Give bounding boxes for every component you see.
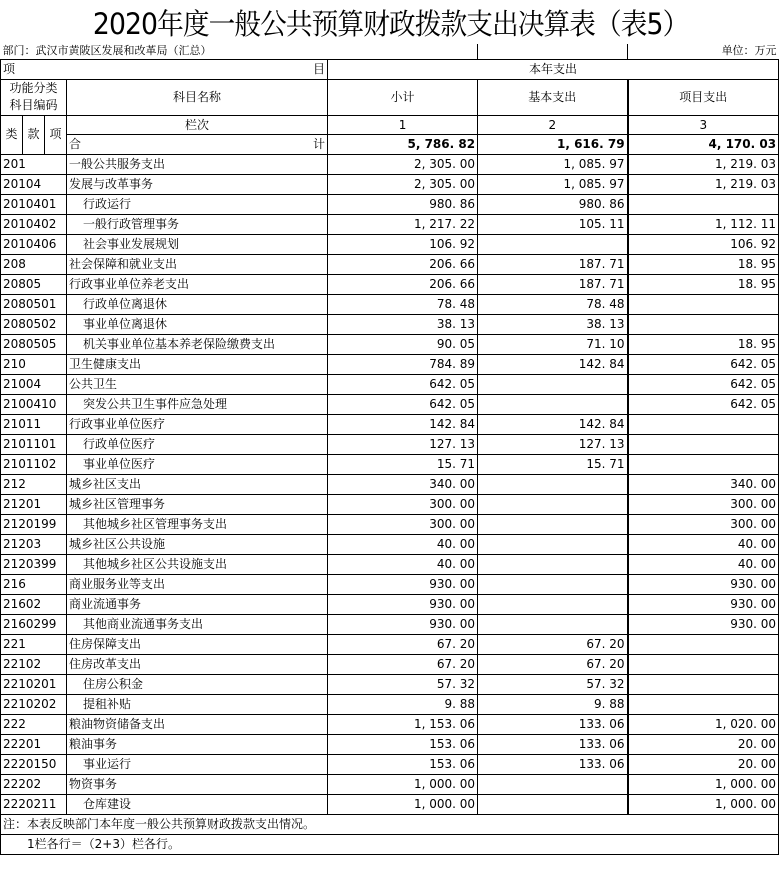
row-basic: 67. 20 — [478, 654, 628, 674]
row-subtotal: 127. 13 — [328, 434, 478, 454]
row-basic — [478, 234, 628, 254]
row-code: 221 — [1, 634, 67, 654]
row-subject-name: 事业单位医疗 — [67, 454, 328, 474]
row-project — [628, 674, 779, 694]
row-code: 2160299 — [1, 614, 67, 634]
row-subject-name: 事业运行 — [67, 754, 328, 774]
row-code: 2010406 — [1, 234, 67, 254]
row-basic — [478, 494, 628, 514]
row-basic — [478, 614, 628, 634]
row-basic — [478, 594, 628, 614]
row-code: 21004 — [1, 374, 67, 394]
row-code: 2101102 — [1, 454, 67, 474]
table-row — [1, 674, 779, 694]
row-basic — [478, 394, 628, 414]
row-code: 2080502 — [1, 314, 67, 334]
row-basic — [478, 514, 628, 534]
row-subject-name: 突发公共卫生事件应急处理 — [67, 394, 328, 414]
row-subtotal: 38. 13 — [328, 314, 478, 334]
row-subject-name: 商业流通事务 — [67, 594, 328, 614]
row-subject-name: 城乡社区管理事务 — [67, 494, 328, 514]
note-text-2: 1栏各行＝（2+3）栏各行。 — [1, 834, 779, 854]
row-code: 2220211 — [1, 794, 67, 814]
row-basic — [478, 794, 628, 814]
row-subtotal: 78. 48 — [328, 294, 478, 314]
col-project-total: 4, 170. 03 — [708, 136, 777, 151]
func-code-line1: 功能分类 — [9, 80, 58, 95]
row-subtotal: 300. 00 — [328, 494, 478, 514]
row-subject-name: 仓库建设 — [67, 794, 328, 814]
col-project — [628, 115, 779, 154]
row-subtotal: 67. 20 — [328, 654, 478, 674]
row-subject-name: 商业服务业等支出 — [67, 574, 328, 594]
row-subtotal: 300. 00 — [328, 514, 478, 534]
column-no-label: 栏次 — [67, 116, 327, 135]
row-subtotal: 1, 000. 00 — [328, 774, 478, 794]
row-basic: 187. 71 — [478, 254, 628, 274]
total-he: 合 — [69, 136, 82, 151]
row-subject-name: 城乡社区支出 — [67, 474, 328, 494]
row-subject-name: 卫生健康支出 — [67, 354, 328, 374]
row-basic: 133. 06 — [478, 714, 628, 734]
row-project: 340. 00 — [628, 474, 779, 494]
table-row — [1, 154, 779, 174]
row-subtotal: 930. 00 — [328, 594, 478, 614]
row-basic: 15. 71 — [478, 454, 628, 474]
row-basic: 1, 085. 97 — [478, 174, 628, 194]
row-code: 2210201 — [1, 674, 67, 694]
row-code: 2100410 — [1, 394, 67, 414]
unit-label: 单位：万元 — [628, 44, 779, 59]
header-project: 项目支出 — [628, 79, 779, 115]
row-subtotal: 206. 66 — [328, 254, 478, 274]
row-project — [628, 414, 779, 434]
row-basic — [478, 534, 628, 554]
header-xiang: 项 — [3, 61, 16, 76]
row-subtotal: 9. 88 — [328, 694, 478, 714]
table-row — [1, 494, 779, 514]
row-subtotal: 106. 92 — [328, 234, 478, 254]
table-row — [1, 274, 779, 294]
row-subject-name: 粮油物资储备支出 — [67, 714, 328, 734]
expenditure-table — [0, 44, 779, 855]
row-basic: 142. 84 — [478, 414, 628, 434]
row-project — [628, 634, 779, 654]
row-subject-name: 其他城乡社区公共设施支出 — [67, 554, 328, 574]
row-code: 21602 — [1, 594, 67, 614]
row-subject-name: 行政事业单位医疗 — [67, 414, 328, 434]
row-project: 1, 219. 03 — [628, 154, 779, 174]
row-code: 2010402 — [1, 214, 67, 234]
header-basic: 基本支出 — [478, 79, 628, 115]
row-project: 1, 219. 03 — [628, 174, 779, 194]
row-basic — [478, 374, 628, 394]
table-row — [1, 474, 779, 494]
row-project — [628, 694, 779, 714]
total-ji: 计 — [312, 136, 325, 151]
row-subtotal: 1, 000. 00 — [328, 794, 478, 814]
row-basic: 105. 11 — [478, 214, 628, 234]
table-row — [1, 634, 779, 654]
row-code: 2120399 — [1, 554, 67, 574]
total-label — [67, 135, 327, 154]
header-xiang2: 项 — [45, 115, 67, 154]
row-subtotal: 2, 305. 00 — [328, 174, 478, 194]
table-row — [1, 374, 779, 394]
row-subtotal: 153. 06 — [328, 734, 478, 754]
row-subtotal: 40. 00 — [328, 554, 478, 574]
row-code: 222 — [1, 714, 67, 734]
row-code: 2210202 — [1, 694, 67, 714]
row-subtotal: 40. 00 — [328, 534, 478, 554]
table-row — [1, 294, 779, 314]
table-row — [1, 174, 779, 194]
table-row — [1, 574, 779, 594]
row-subject-name: 社会事业发展规划 — [67, 234, 328, 254]
row-subject-name: 住房改革支出 — [67, 654, 328, 674]
row-project: 930. 00 — [628, 594, 779, 614]
table-row — [1, 194, 779, 214]
row-subject-name: 发展与改革事务 — [67, 174, 328, 194]
header-lei: 类 — [1, 115, 23, 154]
row-subject-name: 行政运行 — [67, 194, 328, 214]
row-subject-name: 一般公共服务支出 — [67, 154, 328, 174]
row-subject-name: 社会保障和就业支出 — [67, 254, 328, 274]
row-project: 930. 00 — [628, 574, 779, 594]
row-project: 1, 020. 00 — [628, 714, 779, 734]
row-subject-name: 一般行政管理事务 — [67, 214, 328, 234]
table-row — [1, 754, 779, 774]
note-row-2 — [1, 834, 779, 854]
row-project: 930. 00 — [628, 614, 779, 634]
row-subtotal: 90. 05 — [328, 334, 478, 354]
header-mu: 目 — [312, 61, 325, 76]
row-subject-name: 事业单位离退休 — [67, 314, 328, 334]
header-current-year: 本年支出 — [328, 59, 779, 79]
department-label: 部门：武汉市黄陂区发展和改革局（汇总） — [1, 44, 478, 59]
row-project: 40. 00 — [628, 534, 779, 554]
row-basic — [478, 474, 628, 494]
col-subtotal — [328, 115, 478, 154]
col-basic — [478, 115, 628, 154]
row-code: 2080505 — [1, 334, 67, 354]
table-row — [1, 314, 779, 334]
row-code: 208 — [1, 254, 67, 274]
table-row — [1, 234, 779, 254]
row-basic: 1, 085. 97 — [478, 154, 628, 174]
row-subtotal: 206. 66 — [328, 274, 478, 294]
row-project — [628, 454, 779, 474]
row-code: 22201 — [1, 734, 67, 754]
header-row-3 — [1, 115, 779, 154]
table-row — [1, 714, 779, 734]
row-subject-name: 公共卫生 — [67, 374, 328, 394]
row-basic: 187. 71 — [478, 274, 628, 294]
table-row — [1, 794, 779, 814]
row-basic: 67. 20 — [478, 634, 628, 654]
table-row — [1, 514, 779, 534]
meta-row — [1, 44, 779, 59]
row-code: 22202 — [1, 774, 67, 794]
row-project — [628, 434, 779, 454]
row-project — [628, 294, 779, 314]
row-basic: 9. 88 — [478, 694, 628, 714]
row-subtotal: 153. 06 — [328, 754, 478, 774]
row-project: 18. 95 — [628, 274, 779, 294]
row-project: 18. 95 — [628, 254, 779, 274]
row-subtotal: 15. 71 — [328, 454, 478, 474]
row-code: 2101101 — [1, 434, 67, 454]
note-row — [1, 814, 779, 834]
row-subtotal: 980. 86 — [328, 194, 478, 214]
row-basic: 127. 13 — [478, 434, 628, 454]
header-column-no — [67, 115, 328, 154]
row-subtotal: 67. 20 — [328, 634, 478, 654]
table-row — [1, 694, 779, 714]
row-basic — [478, 774, 628, 794]
row-subtotal: 1, 217. 22 — [328, 214, 478, 234]
col-basic-number: 2 — [478, 116, 627, 135]
table-row — [1, 454, 779, 474]
row-basic: 38. 13 — [478, 314, 628, 334]
document-title — [0, 4, 781, 44]
row-project: 40. 00 — [628, 554, 779, 574]
row-project — [628, 314, 779, 334]
row-subject-name: 城乡社区公共设施 — [67, 534, 328, 554]
row-code: 212 — [1, 474, 67, 494]
table-row — [1, 774, 779, 794]
row-basic: 142. 84 — [478, 354, 628, 374]
row-code: 210 — [1, 354, 67, 374]
row-subject-name: 物资事务 — [67, 774, 328, 794]
col-basic-total: 1, 616. 79 — [556, 136, 625, 151]
row-basic — [478, 574, 628, 594]
row-basic: 980. 86 — [478, 194, 628, 214]
row-basic: 57. 32 — [478, 674, 628, 694]
row-project — [628, 194, 779, 214]
row-subtotal: 57. 32 — [328, 674, 478, 694]
row-project: 300. 00 — [628, 494, 779, 514]
table-row — [1, 434, 779, 454]
table-row — [1, 334, 779, 354]
table-row — [1, 594, 779, 614]
row-code: 20104 — [1, 174, 67, 194]
row-basic: 133. 06 — [478, 734, 628, 754]
row-subject-name: 提租补贴 — [67, 694, 328, 714]
header-row-2 — [1, 79, 779, 115]
row-project: 300. 00 — [628, 514, 779, 534]
row-basic: 71. 10 — [478, 334, 628, 354]
row-code: 2220150 — [1, 754, 67, 774]
row-project: 18. 95 — [628, 334, 779, 354]
func-code-line2: 科目编码 — [9, 97, 58, 112]
row-code: 2120199 — [1, 514, 67, 534]
row-project: 1, 000. 00 — [628, 774, 779, 794]
row-project: 106. 92 — [628, 234, 779, 254]
header-row-1 — [1, 59, 779, 79]
col-project-number: 3 — [629, 116, 779, 135]
header-subject-name: 科目名称 — [67, 79, 328, 115]
row-subtotal: 142. 84 — [328, 414, 478, 434]
note-text: 注：本表反映部门本年度一般公共预算财政拨款支出情况。 — [1, 814, 779, 834]
row-subject-name: 住房公积金 — [67, 674, 328, 694]
row-subtotal: 642. 05 — [328, 394, 478, 414]
table-row — [1, 254, 779, 274]
table-row — [1, 614, 779, 634]
row-subject-name: 行政单位医疗 — [67, 434, 328, 454]
table-row — [1, 394, 779, 414]
col-subtotal-total: 5, 786. 82 — [407, 136, 476, 151]
row-code: 22102 — [1, 654, 67, 674]
row-code: 2080501 — [1, 294, 67, 314]
row-code: 21203 — [1, 534, 67, 554]
row-code: 201 — [1, 154, 67, 174]
header-subtotal: 小计 — [328, 79, 478, 115]
row-subject-name: 行政事业单位养老支出 — [67, 274, 328, 294]
row-basic — [478, 554, 628, 574]
row-project: 1, 000. 00 — [628, 794, 779, 814]
col-subtotal-number: 1 — [328, 116, 477, 135]
row-subject-name: 其他城乡社区管理事务支出 — [67, 514, 328, 534]
row-subject-name: 行政单位离退休 — [67, 294, 328, 314]
table-row — [1, 654, 779, 674]
row-subtotal: 930. 00 — [328, 574, 478, 594]
row-project: 20. 00 — [628, 734, 779, 754]
row-subject-name: 机关事业单位基本养老保险缴费支出 — [67, 334, 328, 354]
row-subtotal: 340. 00 — [328, 474, 478, 494]
header-kuan: 款 — [23, 115, 45, 154]
row-subtotal: 784. 89 — [328, 354, 478, 374]
row-subject-name: 粮油事务 — [67, 734, 328, 754]
row-project: 642. 05 — [628, 374, 779, 394]
table-row — [1, 414, 779, 434]
table-row — [1, 534, 779, 554]
row-basic: 78. 48 — [478, 294, 628, 314]
row-project: 20. 00 — [628, 754, 779, 774]
row-code: 216 — [1, 574, 67, 594]
row-subject-name: 住房保障支出 — [67, 634, 328, 654]
row-code: 2010401 — [1, 194, 67, 214]
row-code: 21201 — [1, 494, 67, 514]
row-code: 21011 — [1, 414, 67, 434]
row-subject-name: 其他商业流通事务支出 — [67, 614, 328, 634]
row-subtotal: 2, 305. 00 — [328, 154, 478, 174]
table-row — [1, 354, 779, 374]
row-project: 642. 05 — [628, 354, 779, 374]
row-project — [628, 654, 779, 674]
table-row — [1, 214, 779, 234]
document-title-text: 2020年度一般公共预算财政拨款支出决算表（表5） — [92, 7, 689, 41]
row-subtotal: 930. 00 — [328, 614, 478, 634]
row-subtotal: 1, 153. 06 — [328, 714, 478, 734]
header-function-code — [1, 79, 67, 115]
row-project: 642. 05 — [628, 394, 779, 414]
table-row — [1, 734, 779, 754]
row-basic: 133. 06 — [478, 754, 628, 774]
table-row — [1, 554, 779, 574]
row-project: 1, 112. 11 — [628, 214, 779, 234]
row-code: 20805 — [1, 274, 67, 294]
row-subtotal: 642. 05 — [328, 374, 478, 394]
